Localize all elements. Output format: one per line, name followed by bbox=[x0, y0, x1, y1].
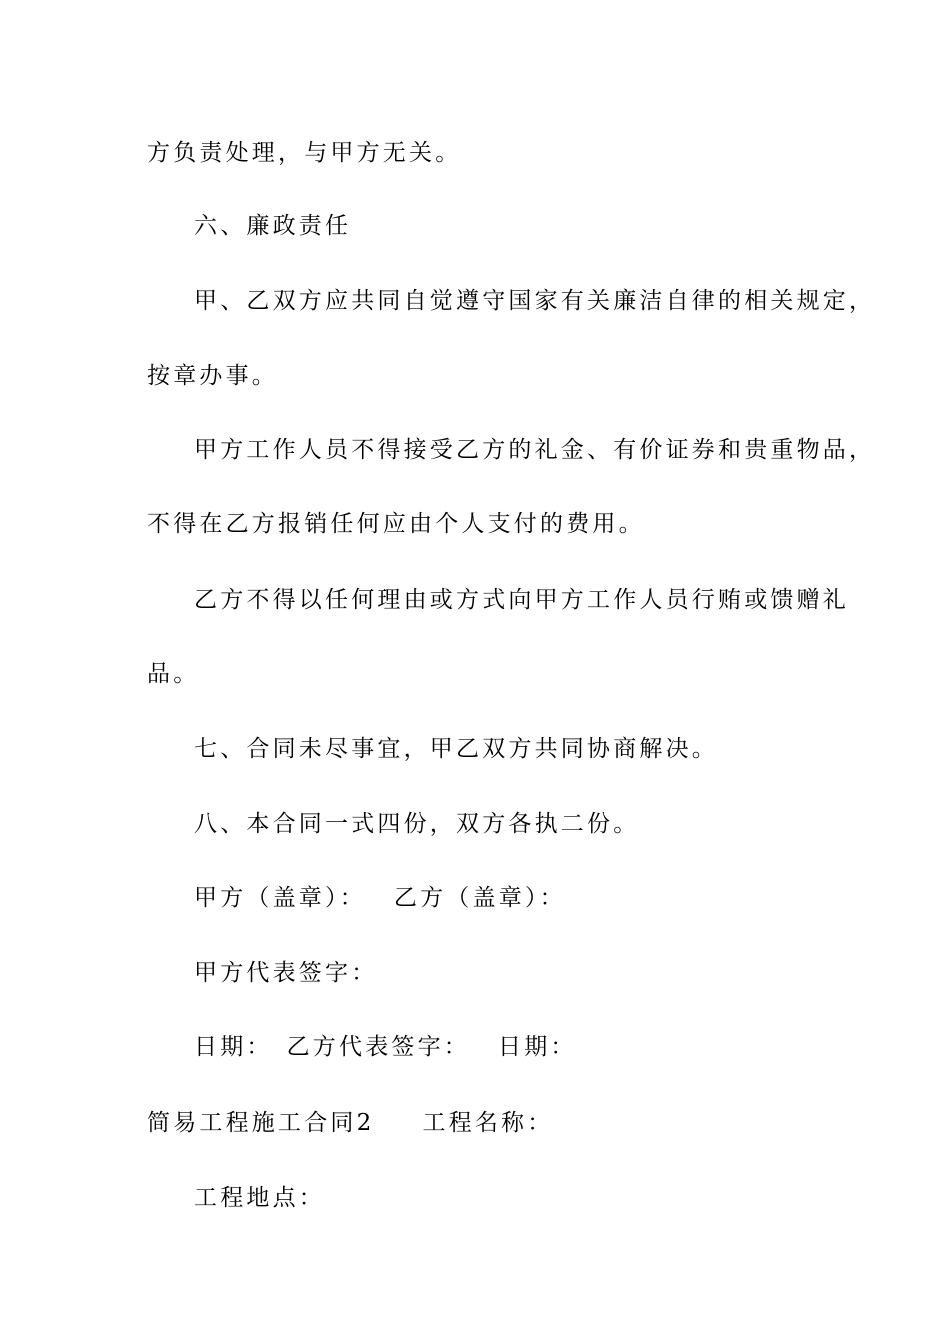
date-a-label: 日期： bbox=[194, 1034, 273, 1060]
signature-seal-row bbox=[194, 883, 566, 913]
section-heading-clause-8: 八、本合同一式四份，双方各执二份。 bbox=[194, 811, 640, 837]
second-contract-title: 简易工程施工合同2 bbox=[147, 1110, 375, 1136]
paragraph-line: 乙方不得以任何理由或方式向甲方工作人员行贿或馈赠礼 bbox=[194, 587, 849, 613]
section-heading-clause-7: 七、合同未尽事宜，甲乙双方共同协商解决。 bbox=[194, 736, 718, 762]
paragraph-line: 甲、乙双方应共同自觉遵守国家有关廉洁自律的相关规定， bbox=[194, 288, 876, 314]
signature-date-row bbox=[194, 1032, 577, 1062]
section-heading-integrity: 六、廉政责任 bbox=[194, 213, 352, 239]
project-name-label: 工程名称： bbox=[422, 1110, 554, 1136]
paragraph-line: 品。 bbox=[147, 661, 200, 687]
party-a-seal-label: 甲方（盖章）： bbox=[194, 885, 366, 911]
party-b-rep-label: 乙方代表签字： bbox=[286, 1034, 471, 1060]
paragraph-line: 不得在乙方报销任何应由个人支付的费用。 bbox=[147, 511, 645, 537]
project-location-label: 工程地点： bbox=[194, 1185, 325, 1211]
paragraph-line: 甲方工作人员不得接受乙方的礼金、有价证券和贵重物品， bbox=[194, 437, 876, 463]
paragraph-line: 方负责处理，与甲方无关。 bbox=[147, 140, 462, 166]
paragraph-line: 按章办事。 bbox=[147, 363, 278, 389]
party-a-rep-label: 甲方代表签字： bbox=[194, 960, 378, 986]
date-b-label: 日期： bbox=[498, 1034, 577, 1060]
second-contract-heading-row bbox=[147, 1108, 553, 1138]
party-b-seal-label: 乙方（盖章）： bbox=[393, 885, 566, 911]
